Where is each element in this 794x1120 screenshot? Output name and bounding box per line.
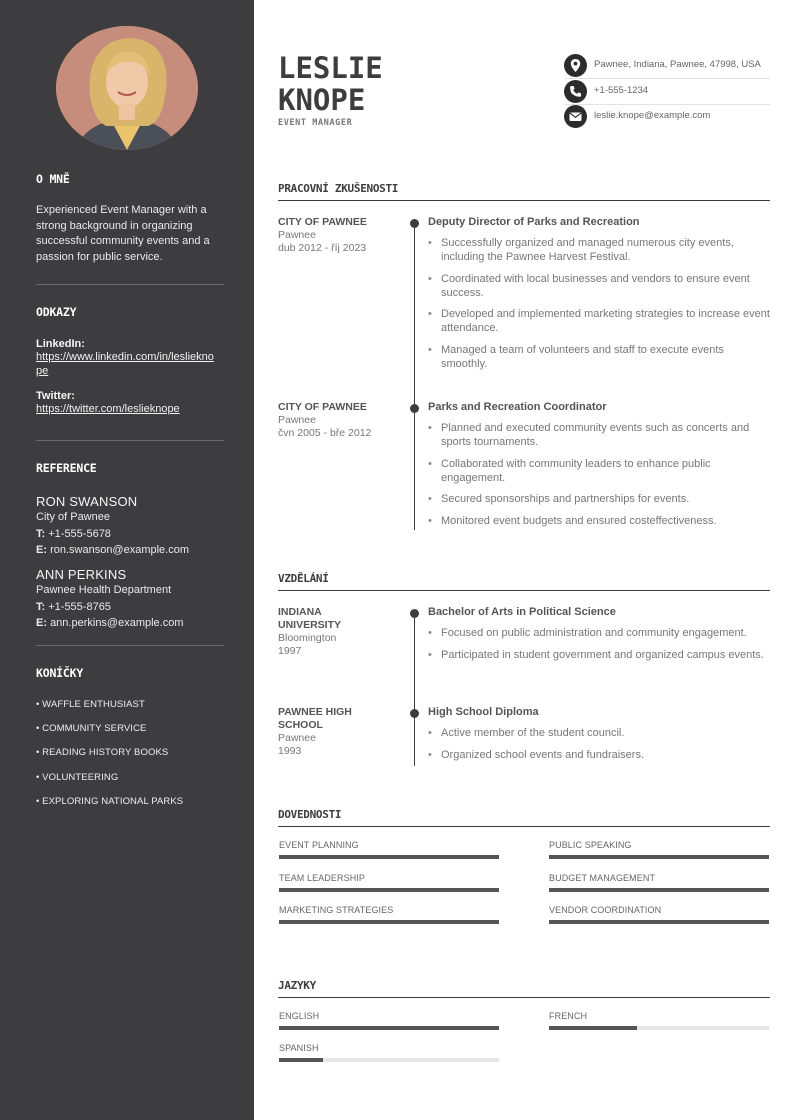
phone-icon [564, 80, 587, 103]
contact-phone [564, 80, 770, 105]
links-section [36, 305, 224, 416]
email-text[interactable]: leslie.knope@example.com [594, 110, 711, 121]
experience-heading: PRACOVNÍ ZKUŠENOSTI [278, 182, 770, 201]
first-name: LESLIE [278, 51, 383, 85]
references-heading: REFERENCE [36, 461, 97, 475]
bullet-list [428, 626, 773, 662]
language-label: FRENCH [549, 1011, 588, 1021]
references-section [36, 461, 224, 631]
dates: dub 2012 - říj 2023 [278, 242, 367, 254]
languages-heading: JAZYKY [278, 979, 770, 998]
dates: 1993 [278, 745, 302, 757]
skill-item [279, 840, 499, 859]
degree-title: High School Diploma [428, 706, 539, 718]
skill-item [549, 840, 769, 859]
bullet-item: • Planned and executed community events such as concerts and sports tournaments. [428, 421, 773, 449]
about-text: Experienced Event Manager with a strong background in organizing successful community events and a passion for public service. [36, 204, 210, 263]
experience-details [428, 216, 773, 378]
skill-bar [549, 855, 769, 859]
education-timeline [414, 611, 415, 766]
email-label: E: [36, 617, 47, 629]
contact-email [564, 105, 770, 129]
language-bar-fill [279, 1026, 499, 1030]
phone-label: T: [36, 601, 46, 613]
profile-photo [56, 26, 198, 150]
skill-item [279, 905, 499, 924]
reference-item [36, 494, 224, 558]
timeline-dot [410, 709, 419, 718]
language-label: ENGLISH [279, 1011, 320, 1021]
dates: čvn 2005 - bře 2012 [278, 427, 372, 439]
job-title: EVENT MANAGER [278, 118, 353, 128]
education-heading: VZDĚLÁNÍ [278, 572, 770, 591]
timeline-dot [410, 219, 419, 228]
education-details [428, 706, 773, 769]
language-item [279, 1043, 499, 1062]
reference-phone [36, 526, 224, 542]
experience-meta [278, 401, 388, 440]
email-label: E: [36, 544, 47, 556]
bullet-item: • Coordinated with local businesses and vendors to ensure event success. [428, 272, 773, 300]
skill-label: BUDGET MANAGEMENT [549, 873, 656, 883]
reference-item [36, 567, 224, 631]
last-name: KNOPE [278, 83, 366, 117]
location-pin-icon [564, 54, 587, 77]
sidebar-divider [36, 645, 224, 646]
skill-label: EVENT PLANNING [279, 840, 359, 850]
bullet-item: • Managed a team of volunteers and staff to execute events smoothly. [428, 343, 773, 371]
bullet-list [428, 726, 773, 762]
about-heading: O MNĚ [36, 172, 70, 186]
experience-details [428, 401, 773, 535]
phone-text: +1-555-1234 [594, 85, 649, 96]
bullet-item: • Developed and implemented marketing strategies to increase event attendance. [428, 307, 773, 335]
reference-name: RON SWANSON [36, 494, 138, 509]
hobby-item: • COMMUNITY SERVICE [36, 723, 147, 735]
degree-title: Bachelor of Arts in Political Science [428, 606, 616, 618]
location: Bloomington [278, 632, 337, 644]
skill-label: MARKETING STRATEGIES [279, 905, 394, 915]
timeline-dot [410, 404, 419, 413]
skill-bar-fill [279, 920, 499, 924]
phone-value: +1-555-8765 [48, 601, 111, 613]
email-value: ann.perkins@example.com [50, 617, 184, 629]
bullet-item: • Collaborated with community leaders to enhance public engagement. [428, 457, 773, 485]
skill-bar [279, 888, 499, 892]
address-text: Pawnee, Indiana, Pawnee, 47998, USA [594, 59, 761, 70]
hobby-item: • VOLUNTEERING [36, 771, 119, 783]
location: Pawnee [278, 732, 316, 744]
skill-bar [279, 920, 499, 924]
sidebar-divider [36, 440, 224, 441]
about-section [36, 172, 224, 265]
education-meta [278, 606, 368, 658]
language-bar [279, 1026, 499, 1030]
education-meta [278, 706, 368, 758]
contact-address [564, 54, 770, 79]
link-item-twitter [36, 390, 224, 416]
language-label: SPANISH [279, 1043, 319, 1053]
bullet-item: • Successfully organized and managed numerous city events, including the Pawnee Harvest Festival. [428, 236, 773, 264]
skill-item [549, 873, 769, 892]
skill-label: PUBLIC SPEAKING [549, 840, 632, 850]
main-content [254, 0, 794, 1120]
school: PAWNEE HIGH SCHOOL [278, 706, 352, 731]
language-bar [549, 1026, 769, 1030]
hobby-item: • READING HISTORY BOOKS [36, 747, 169, 759]
hobby-item: • WAFFLE ENTHUSIAST [36, 699, 145, 710]
bullet-item: • Focused on public administration and community engagement. [428, 626, 773, 640]
skill-item [279, 873, 499, 892]
phone-value: +1-555-5678 [48, 528, 111, 540]
links-heading: ODKAZY [36, 305, 77, 319]
language-bar-fill [279, 1058, 323, 1062]
employer: CITY OF PAWNEE [278, 216, 367, 228]
skill-bar-fill [549, 855, 769, 859]
education-details [428, 606, 773, 669]
phone-label: T: [36, 528, 46, 540]
skill-bar [279, 855, 499, 859]
skill-bar [549, 888, 769, 892]
skill-item [549, 905, 769, 924]
language-item [279, 1011, 499, 1030]
bullet-list [428, 421, 773, 528]
language-bar [279, 1058, 499, 1062]
sidebar-divider [36, 284, 224, 285]
reference-email [36, 542, 224, 558]
full-name [278, 52, 383, 116]
bullet-item: • Participated in student government and organized campus events. [428, 648, 773, 662]
role-title: Parks and Recreation Coordinator [428, 401, 607, 413]
timeline-dot [410, 609, 419, 618]
envelope-icon [564, 105, 587, 128]
bullet-item: • Monitored event budgets and ensured costeffectiveness. [428, 514, 773, 528]
linkedin-link[interactable]: https://www.linkedin.com/in/leslieknope [36, 351, 214, 377]
skill-bar [549, 920, 769, 924]
link-label: Twitter: [36, 390, 75, 402]
link-item-linkedin [36, 338, 224, 378]
bullet-item: • Organized school events and fundraisers. [428, 748, 773, 762]
school: INDIANA UNIVERSITY [278, 606, 342, 631]
employer: CITY OF PAWNEE [278, 401, 367, 413]
link-label: LinkedIn: [36, 338, 85, 350]
reference-name: ANN PERKINS [36, 567, 127, 582]
email-value: ron.swanson@example.com [50, 544, 190, 556]
bullet-item: • Secured sponsorships and partnerships for events. [428, 492, 773, 506]
bullet-item: • Active member of the student council. [428, 726, 773, 740]
portrait-illustration [56, 26, 198, 150]
hobby-item: • EXPLORING NATIONAL PARKS [36, 795, 184, 807]
twitter-link[interactable]: https://twitter.com/leslieknope [36, 403, 180, 415]
reference-org: Pawnee Health Department [36, 584, 172, 596]
experience-meta [278, 216, 388, 255]
skill-label: VENDOR COORDINATION [549, 905, 662, 915]
reference-email [36, 615, 224, 631]
skills-heading: DOVEDNOSTI [278, 808, 770, 827]
skill-bar-fill [549, 920, 769, 924]
sidebar [0, 0, 254, 1120]
hobbies-section [36, 666, 224, 820]
reference-phone [36, 599, 224, 615]
bullet-list [428, 236, 773, 371]
skill-label: TEAM LEADERSHIP [279, 873, 366, 883]
location: Pawnee [278, 229, 316, 241]
skill-bar-fill [549, 888, 769, 892]
role-title: Deputy Director of Parks and Recreation [428, 216, 640, 228]
hobbies-list [36, 699, 224, 820]
location: Pawnee [278, 414, 316, 426]
experience-timeline [414, 222, 415, 530]
dates: 1997 [278, 645, 302, 657]
skill-bar-fill [279, 855, 499, 859]
skill-bar-fill [279, 888, 499, 892]
reference-org: City of Pawnee [36, 511, 110, 523]
hobbies-heading: KONÍČKY [36, 666, 84, 680]
language-bar-fill [549, 1026, 637, 1030]
language-item [549, 1011, 769, 1030]
